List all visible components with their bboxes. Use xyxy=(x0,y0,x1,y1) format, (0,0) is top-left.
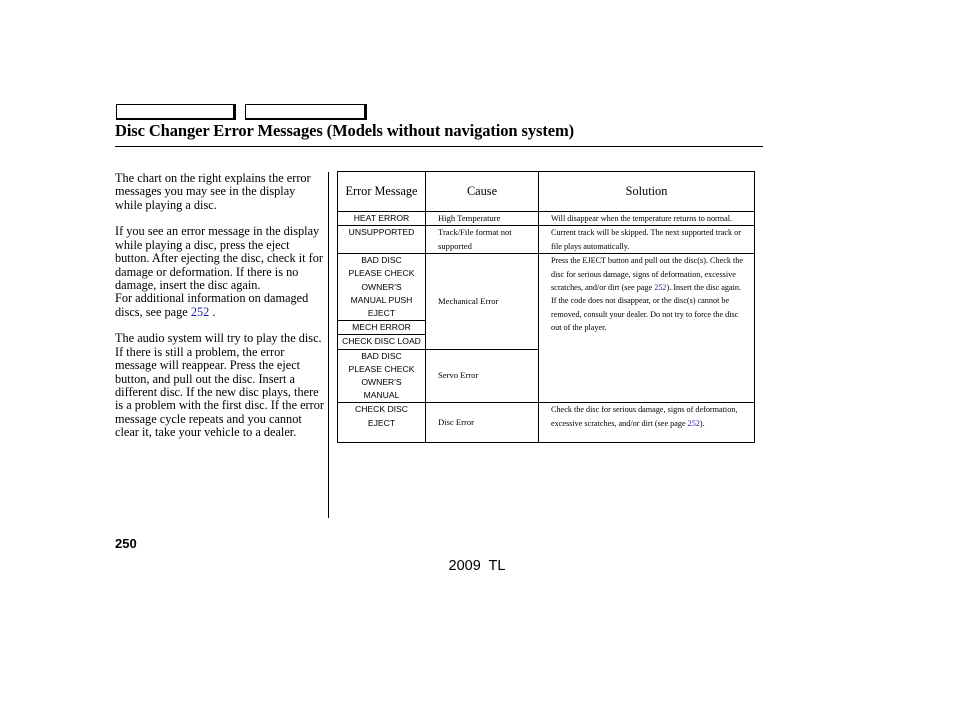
page-title: Disc Changer Error Messages (Models without navigation system) xyxy=(115,121,574,140)
page-reference-text: For additional information on damaged discs, see page xyxy=(115,291,309,319)
message-line: PLEASE CHECK xyxy=(348,268,415,279)
solution-text: ). Insert the disc again. If the code does not disappear, or the disc(s) cannot be removed, consult your dealer. Do not try to force the disc out of the player. xyxy=(551,283,742,333)
message-line: CHECK DISC xyxy=(354,404,408,415)
intro-paragraph-2-text: If you see an error message in the display while playing a disc, press the eject button. After ejecting the disc, check it for damage or deformation. If there is no damage, insert the disc again. xyxy=(115,224,323,293)
title-rule xyxy=(115,146,763,147)
message-line: MANUAL PUSH xyxy=(350,294,413,305)
intro-text xyxy=(115,172,325,453)
page-number: 250 xyxy=(115,536,137,551)
message-line: OWNER'S xyxy=(361,281,402,292)
page-link[interactable]: 252 xyxy=(687,418,700,428)
model-footer: 2009 TL xyxy=(448,558,506,574)
solution-text: ). xyxy=(699,418,705,428)
intro-paragraph-2b xyxy=(115,292,325,319)
section-tab-2 xyxy=(245,104,367,120)
row-cause: Disc Error xyxy=(426,403,539,443)
header-error-message: Error Message xyxy=(338,172,426,212)
row-cause: Track/File format not supported xyxy=(426,226,539,254)
table-row xyxy=(338,226,755,254)
solution-text: Check the disc for serious damage, signs of deformation, excessive scratches, and/or dirt (see page xyxy=(551,405,738,428)
message-line: MECH ERROR xyxy=(338,320,425,334)
row-solution xyxy=(539,254,755,403)
message-line: MANUAL xyxy=(363,390,400,401)
row-message: UNSUPPORTED xyxy=(338,226,426,254)
row-solution: Current track will be skipped. The next supported track or file plays automatically. xyxy=(539,226,755,254)
message-line: OWNER'S xyxy=(361,377,402,388)
row-solution xyxy=(539,403,755,443)
row-cause: Servo Error xyxy=(426,349,539,403)
table-row xyxy=(338,212,755,226)
row-message-group xyxy=(338,349,426,403)
message-line: EJECT xyxy=(367,308,396,319)
page-reference-end: . xyxy=(209,304,216,319)
header-cause: Cause xyxy=(426,172,539,212)
solution-text: Press the EJECT button and pull out the disc(s). Check the disc for serious damage, signs of deformation, excessive scratches, and/or dirt (see page xyxy=(551,256,744,293)
table-header-row xyxy=(338,172,755,212)
table-row-mechanical xyxy=(338,254,755,349)
row-cause: Mechanical Error xyxy=(426,254,539,349)
column-divider xyxy=(328,172,329,518)
page-link[interactable]: 252 xyxy=(654,283,667,293)
row-solution: Will disappear when the temperature returns to normal. xyxy=(539,212,755,226)
section-tab-1 xyxy=(116,104,236,120)
row-message: HEAT ERROR xyxy=(338,212,426,226)
intro-paragraph-2 xyxy=(115,225,325,292)
intro-paragraph-3: The audio system will try to play the disc. If there is still a problem, the error message will reappear. Press the eject button, and pull out the disc. Insert a different disc. If the new disc plays, there is a problem with the first disc. If the error message cycle repeats and you cannot clear it, take your vehicle to a dealer. xyxy=(115,331,324,440)
row-cause: High Temperature xyxy=(426,212,539,226)
message-line: EJECT xyxy=(367,417,396,428)
header-solution: Solution xyxy=(539,172,755,212)
page-link[interactable]: 252 xyxy=(190,304,210,319)
table-row-disc xyxy=(338,403,755,443)
message-line: CHECK DISC LOAD xyxy=(338,334,425,348)
error-message-table xyxy=(337,171,755,443)
message-line: BAD DISC xyxy=(361,255,402,266)
message-line: PLEASE CHECK xyxy=(348,363,415,374)
intro-paragraph-1: The chart on the right explains the error messages you may see in the display while playing a disc. xyxy=(115,171,311,212)
row-message-group xyxy=(338,403,426,443)
row-message-group xyxy=(338,254,426,349)
message-line: BAD DISC xyxy=(361,350,402,361)
